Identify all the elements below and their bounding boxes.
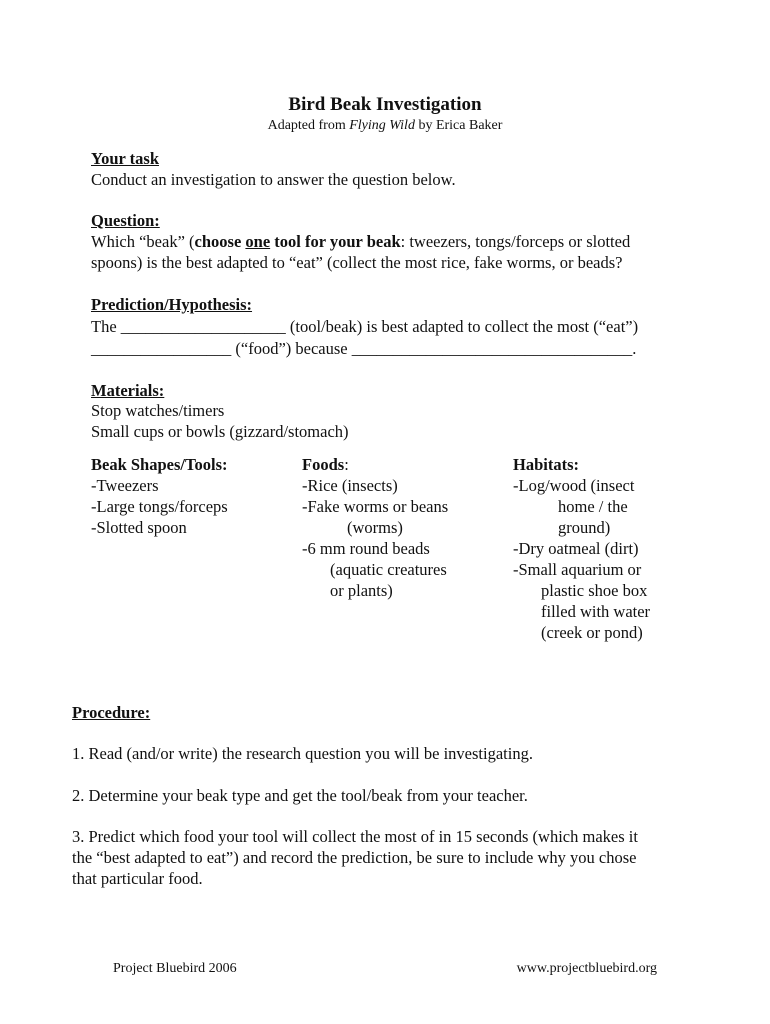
task-heading: Your task [91,149,160,168]
beak-item: -Slotted spoon [91,518,187,537]
beaks-heading: Beak Shapes/Tools: [91,455,228,474]
habitats-column [513,454,650,643]
habitat-item: plastic shoe box [541,581,648,600]
foods-column [302,454,448,601]
materials-item: Stop watches/timers [91,401,225,420]
prediction-heading: Prediction/Hypothesis: [91,295,253,314]
foods-heading-colon: : [344,455,349,474]
task-text: Conduct an investigation to answer the question below. [91,170,456,189]
subtitle-book-title: Flying Wild [349,118,415,133]
procedure-step-1: 1. Read (and/or write) the research question you will be investigating. [72,744,533,763]
habitat-item: -Log/wood (insect [513,476,635,495]
beak-item: -Large tongs/forceps [91,497,228,516]
habitat-item: (creek or pond) [541,623,643,642]
beak-item: -Tweezers [91,476,159,495]
beaks-column [91,454,228,538]
procedure-step-3-line: the “best adapted to eat”) and record the prediction, be sure to include why you chose [72,848,637,867]
question-part-d: tool for your beak [270,232,401,251]
subtitle-prefix: Adapted from [267,118,350,133]
habitats-heading: Habitats: [513,455,579,474]
materials-heading: Materials: [91,381,165,400]
habitat-item: ground) [558,518,611,537]
prediction-line-2: _________________ (“food”) because __________________________________. [91,339,637,358]
question-part-e: : tweezers, tongs/forceps or slotted [400,232,631,251]
question-part-one: one [245,232,271,251]
foods-heading [302,454,448,475]
habitat-item: home / the [558,497,628,516]
food-item: (aquatic creatures [330,560,447,579]
procedure-heading: Procedure: [72,703,151,722]
prediction-line-1: The ____________________ (tool/beak) is best adapted to collect the most (“eat”) [91,317,639,336]
materials-item: Small cups or bowls (gizzard/stomach) [91,422,349,441]
page-title: Bird Beak Investigation [288,94,482,115]
page-subtitle [0,118,770,134]
question-part-b: choose [194,232,246,251]
footer-url: www.projectbluebird.org [516,961,657,976]
habitat-item: filled with water [541,602,651,621]
question-line-2: spoons) is the best adapted to “eat” (collect the most rice, fake worms, or beads? [91,253,623,272]
food-item: -Fake worms or beans [302,497,449,516]
procedure-step-3-line: that particular food. [72,869,203,888]
procedure-step-2: 2. Determine your beak type and get the tool/beak from your teacher. [72,786,528,805]
food-item: -6 mm round beads [302,539,430,558]
habitat-item: -Dry oatmeal (dirt) [513,539,639,558]
footer-left: Project Bluebird 2006 [113,961,237,976]
question-heading: Question: [91,211,160,230]
question-line-1 [91,231,630,252]
food-item: or plants) [330,581,393,600]
habitat-item: -Small aquarium or [513,560,642,579]
question-part-a: Which “beak” ( [91,232,195,251]
food-item: -Rice (insects) [302,476,398,495]
procedure-step-3-line: 3. Predict which food your tool will collect the most of in 15 seconds (which makes it [72,827,638,846]
food-item: (worms) [347,518,403,537]
foods-heading-label: Foods [302,455,345,474]
subtitle-suffix: by Erica Baker [414,118,503,133]
